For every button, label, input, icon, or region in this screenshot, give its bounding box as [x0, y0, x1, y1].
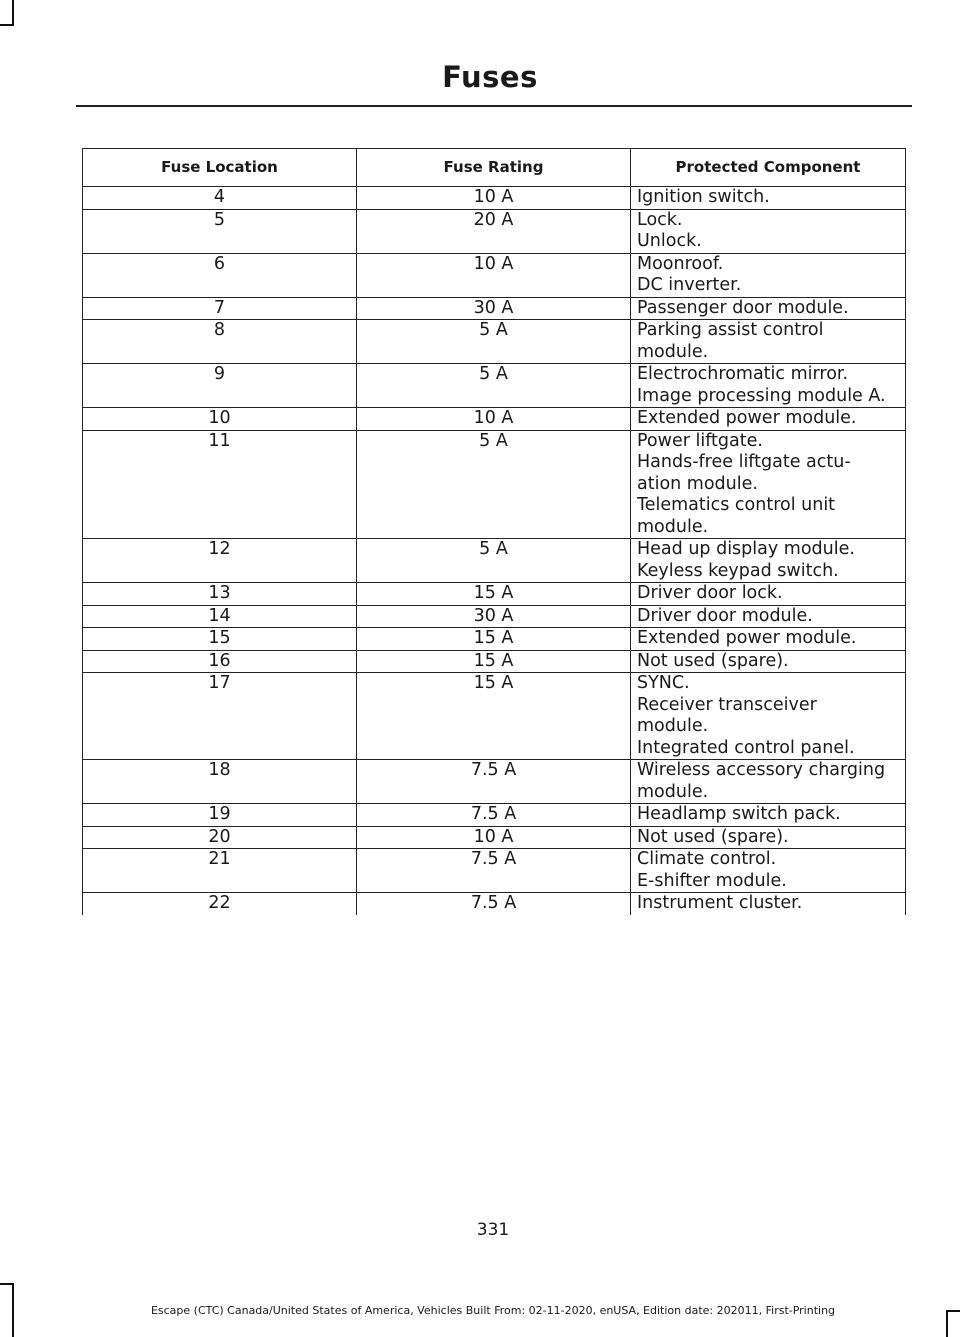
- fuse-rating-cell: 15 A: [357, 583, 631, 606]
- component-line: Moonroof.: [637, 253, 724, 274]
- component-line: Integrated control panel.: [637, 737, 855, 758]
- page-number: 331: [476, 1220, 510, 1240]
- fuse-location-cell: 15: [83, 628, 357, 651]
- table-row: [83, 605, 906, 628]
- fuse-rating-cell: 10 A: [357, 253, 631, 297]
- crop-mark-top-left-vertical: [12, 0, 14, 26]
- fuse-location-cell: 5: [83, 209, 357, 253]
- fuse-location-cell: 7: [83, 297, 357, 320]
- fuse-table: [82, 148, 906, 915]
- fuse-location-cell: 19: [83, 804, 357, 827]
- component-line: Driver door lock.: [637, 583, 783, 603]
- table-row: [83, 430, 906, 539]
- protected-component-cell: [631, 628, 906, 651]
- component-line: Electrochromatic mirror.: [637, 364, 849, 384]
- component-line: Parking assist control: [637, 320, 824, 340]
- component-line: Not used (spare).: [637, 650, 789, 671]
- component-line: SYNC.: [637, 673, 690, 693]
- fuse-location-cell: 14: [83, 605, 357, 628]
- protected-component-cell: [631, 539, 906, 583]
- column-header-location: Fuse Location: [83, 149, 357, 187]
- table-row: [83, 320, 906, 364]
- table-row: [83, 364, 906, 408]
- protected-component-cell: [631, 673, 906, 760]
- component-line: E-shifter module.: [637, 870, 787, 891]
- protected-component-cell: [631, 893, 906, 915]
- protected-component-cell: [631, 804, 906, 827]
- component-line: Headlamp switch pack.: [637, 804, 841, 824]
- protected-component-cell: [631, 650, 906, 673]
- fuse-rating-cell: 15 A: [357, 673, 631, 760]
- column-header-component: Protected Component: [631, 149, 906, 187]
- component-line: Keyless keypad switch.: [637, 560, 839, 581]
- fuse-rating-cell: 5 A: [357, 430, 631, 539]
- column-header-rating: Fuse Rating: [357, 149, 631, 187]
- table-row: [83, 408, 906, 431]
- component-line: DC inverter.: [637, 275, 742, 295]
- table-row: [83, 297, 906, 320]
- table-row: [83, 583, 906, 606]
- component-line: Lock.: [637, 209, 683, 230]
- fuse-location-cell: 11: [83, 430, 357, 539]
- table-row: [83, 539, 906, 583]
- protected-component-cell: [631, 760, 906, 804]
- fuse-location-cell: 16: [83, 650, 357, 673]
- component-line: module.: [637, 716, 709, 736]
- table-row: [83, 760, 906, 804]
- footer-edition-text: Escape (CTC) Canada/United States of America, Vehicles Built From: 02-11-2020, enUSA, Edition date: 202011, First-Printing: [150, 1304, 836, 1317]
- component-line: Climate control.: [637, 849, 777, 869]
- fuse-rating-cell: 10 A: [357, 408, 631, 431]
- table-header-row: [83, 149, 906, 187]
- component-line: Power liftgate.: [637, 430, 763, 451]
- protected-component-cell: [631, 583, 906, 606]
- fuse-rating-cell: 20 A: [357, 209, 631, 253]
- protected-component-cell: [631, 253, 906, 297]
- table-row: [83, 893, 906, 915]
- fuse-rating-cell: 15 A: [357, 650, 631, 673]
- component-line: Not used (spare).: [637, 826, 789, 847]
- page-title: Fuses: [442, 60, 538, 94]
- protected-component-cell: [631, 364, 906, 408]
- fuse-rating-cell: 5 A: [357, 364, 631, 408]
- fuse-rating-cell: 15 A: [357, 628, 631, 651]
- title-divider: [76, 105, 912, 107]
- protected-component-cell: [631, 826, 906, 849]
- component-line: module.: [637, 341, 709, 362]
- fuse-rating-cell: 30 A: [357, 297, 631, 320]
- component-line: Ignition switch.: [637, 187, 770, 207]
- fuse-rating-cell: 7.5 A: [357, 893, 631, 915]
- table-row: [83, 849, 906, 893]
- protected-component-cell: [631, 209, 906, 253]
- table-row: [83, 650, 906, 673]
- component-line: Extended power module.: [637, 628, 857, 648]
- fuse-location-cell: 17: [83, 673, 357, 760]
- table-row: [83, 253, 906, 297]
- fuse-rating-cell: 10 A: [357, 826, 631, 849]
- protected-component-cell: [631, 408, 906, 431]
- crop-mark-bottom-left-horizontal: [0, 1283, 14, 1285]
- fuse-location-cell: 20: [83, 826, 357, 849]
- fuse-rating-cell: 7.5 A: [357, 804, 631, 827]
- fuse-location-cell: 12: [83, 539, 357, 583]
- table-row: [83, 628, 906, 651]
- component-line: Hands-free liftgate actu-: [637, 452, 851, 472]
- component-line: Telematics control unit: [637, 495, 836, 515]
- protected-component-cell: [631, 849, 906, 893]
- fuse-location-cell: 4: [83, 187, 357, 210]
- component-line: Wireless accessory charging: [637, 760, 886, 780]
- fuse-rating-cell: 10 A: [357, 187, 631, 210]
- fuse-location-cell: 10: [83, 408, 357, 431]
- crop-mark-top-left-horizontal: [0, 24, 14, 26]
- table-row: [83, 804, 906, 827]
- fuse-rating-cell: 30 A: [357, 605, 631, 628]
- component-line: Unlock.: [637, 231, 702, 251]
- protected-component-cell: [631, 605, 906, 628]
- table-row: [83, 209, 906, 253]
- component-line: Passenger door module.: [637, 297, 849, 318]
- component-line: Head up display module.: [637, 539, 855, 559]
- fuse-location-cell: 22: [83, 893, 357, 915]
- fuse-location-cell: 8: [83, 320, 357, 364]
- component-line: Image processing module A.: [637, 385, 886, 406]
- fuse-rating-cell: 7.5 A: [357, 849, 631, 893]
- fuse-location-cell: 6: [83, 253, 357, 297]
- fuse-rating-cell: 5 A: [357, 320, 631, 364]
- component-line: Driver door module.: [637, 605, 813, 626]
- protected-component-cell: [631, 187, 906, 210]
- fuse-table-body: [83, 187, 906, 915]
- component-line: Receiver transceiver: [637, 694, 817, 715]
- table-row: [83, 673, 906, 760]
- table-row: [83, 826, 906, 849]
- fuse-rating-cell: 5 A: [357, 539, 631, 583]
- component-line: Extended power module.: [637, 408, 857, 428]
- protected-component-cell: [631, 430, 906, 539]
- component-line: module.: [637, 516, 709, 537]
- protected-component-cell: [631, 297, 906, 320]
- fuse-location-cell: 21: [83, 849, 357, 893]
- component-line: ation module.: [637, 473, 758, 494]
- fuse-rating-cell: 7.5 A: [357, 760, 631, 804]
- fuse-location-cell: 9: [83, 364, 357, 408]
- component-line: module.: [637, 781, 709, 802]
- table-row: [83, 187, 906, 210]
- component-line: Instrument cluster.: [637, 893, 803, 913]
- fuse-location-cell: 13: [83, 583, 357, 606]
- protected-component-cell: [631, 320, 906, 364]
- fuse-location-cell: 18: [83, 760, 357, 804]
